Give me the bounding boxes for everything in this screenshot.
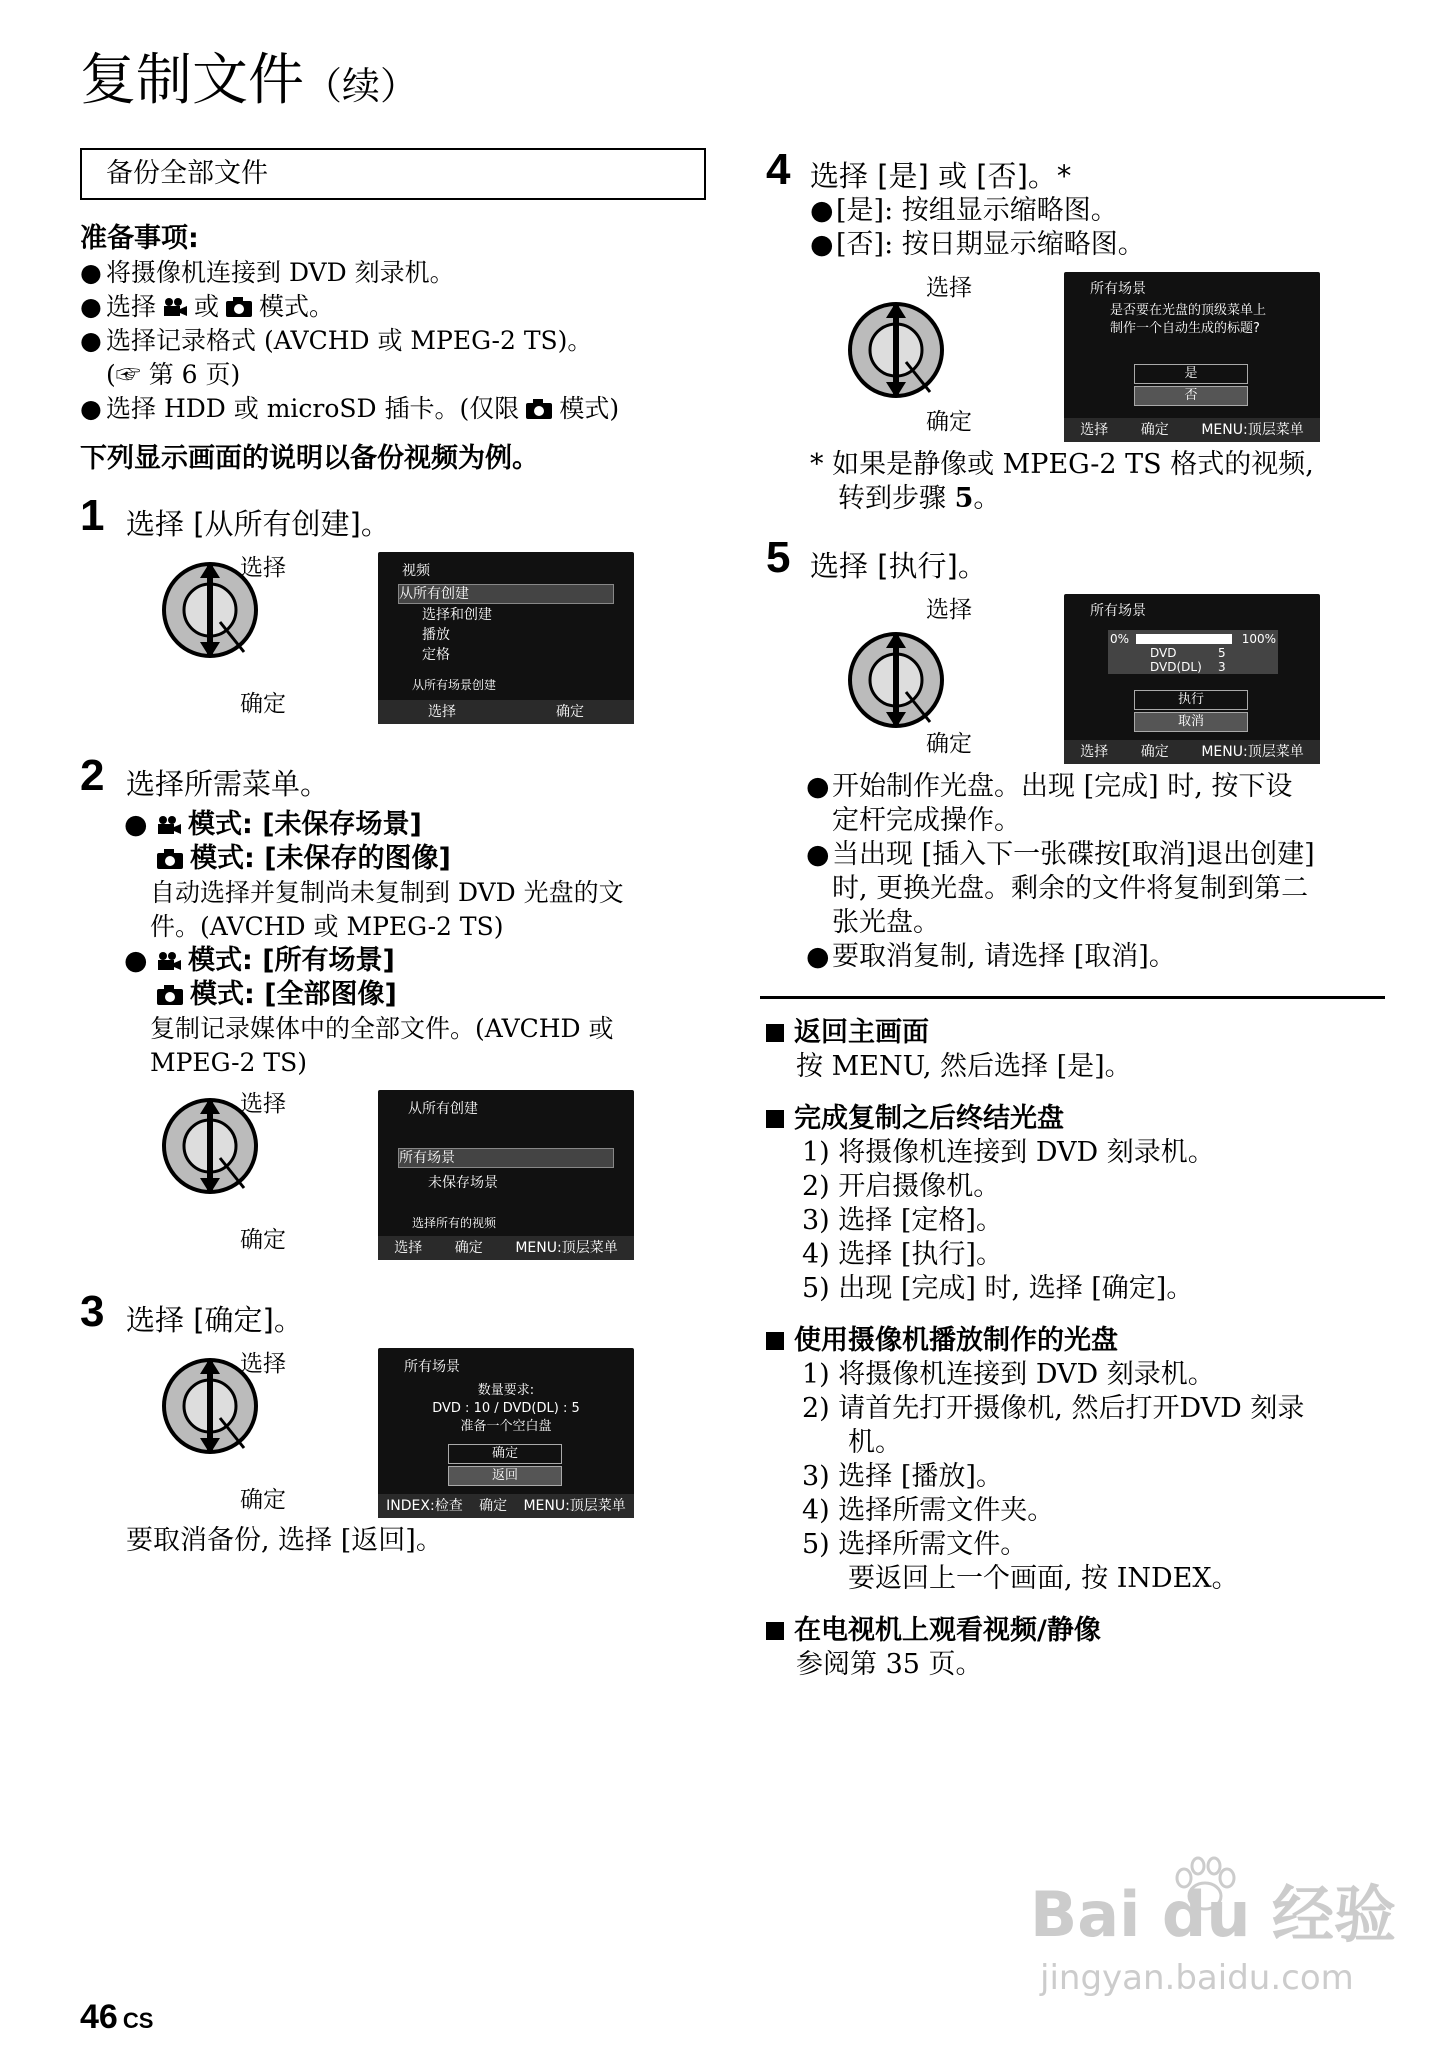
dial-confirm-label: 确定 — [240, 691, 286, 717]
screen-status: 从所有场景创建 — [412, 678, 497, 692]
dial-confirm-label: 确定 — [240, 1227, 286, 1253]
lcd-screen-step2 — [378, 1090, 634, 1260]
lcd-screen-step1 — [378, 552, 634, 724]
back-option[interactable]: 返回 — [448, 1466, 562, 1486]
camera-icon — [225, 296, 253, 318]
progress-panel: 0% 100% DVD 5 DVD(DL) 3 — [1110, 632, 1276, 674]
confirm-option[interactable]: 确定 — [448, 1444, 562, 1464]
square-bullet-icon — [766, 1622, 784, 1640]
prep-list — [80, 256, 720, 426]
section-heading: 返回主画面 — [766, 1016, 1366, 1050]
square-bullet-icon — [766, 1024, 784, 1042]
camera-icon — [156, 984, 184, 1006]
section-heading: 完成复制之后终结光盘 — [766, 1102, 1366, 1136]
step-title: 选择 [从所有创建]。 — [126, 507, 390, 541]
no-option[interactable]: 否 — [1134, 386, 1248, 406]
menu-item-selected[interactable]: 所有场景 — [398, 1148, 614, 1168]
step-title: 选择 [是] 或 [否]。* — [810, 159, 1072, 193]
dial-select-label: 选择 — [240, 555, 286, 581]
dial-confirm-label: 确定 — [926, 409, 972, 435]
section-divider — [760, 996, 1385, 999]
step-number: 3 — [80, 1287, 105, 1336]
square-bullet-icon — [766, 1110, 784, 1128]
dial-select-label: 选择 — [240, 1091, 286, 1117]
baidu-logo-watermark: Bai du 经验 — [1030, 1878, 1397, 1951]
screen-header: 视频 — [402, 563, 430, 579]
step-number: 1 — [80, 491, 105, 540]
step2-options: ● 模式: [未保存场景] 模式: [未保存的图像] 自动选择并复制尚未复制到 DVD 光盘的文 件。(AVCHD 或 MPEG-2 TS) ● 模式: [所有场景] 模式: [全部图像] 复制记录媒体中的全部文件。(AVCHD 或 MPEG-2 TS) — [124, 809, 624, 1077]
step-number: 2 — [80, 751, 105, 800]
screen-header: 从所有创建 — [408, 1101, 478, 1117]
prep-item: ● 选择记录格式 (AVCHD 或 MPEG-2 TS)。 — [80, 326, 593, 355]
screen-header: 所有场景 — [1090, 281, 1146, 297]
section-heading: 在电视机上观看视频/静像 — [766, 1614, 1366, 1648]
menu-item[interactable]: 定格 — [422, 647, 450, 663]
progress-bar — [1136, 634, 1232, 644]
right-sections: 返回主画面 按 MENU, 然后选择 [是]。 完成复制之后终结光盘 1) 将摄像机连接到 DVD 刻录机。 2) 开启摄像机。 3) 选择 [定格]。 4) 选择 [执行]。 5) 出现 [完成] 时, 选择 [确定]。 使用摄像机播放制作的光盘 1) 将摄像机连接到 DVD 刻录机。 2) 请首先打开摄像机, 然后打开DVD 刻录 机。 3) 选择 [播放]。 4) 选择所需文件夹。 5) 选择所需文件。 要返回上一个画面, 按 INDEX。 在电视机上观看视频/静像 参阅第 35 页。 — [766, 1016, 1366, 1682]
step-number: 4 — [766, 145, 791, 194]
yes-option[interactable]: 是 — [1134, 364, 1248, 384]
step-title: 选择 [执行]。 — [810, 549, 987, 583]
menu-item[interactable]: 选择和创建 — [422, 607, 492, 623]
camera-icon — [156, 848, 184, 870]
lcd-screen-step5 — [1064, 594, 1320, 764]
step-title: 选择 [确定]。 — [126, 1303, 303, 1337]
screen-bottom-bar: 选择 确定 MENU:顶层菜单 — [378, 1236, 634, 1260]
screen-bottom-bar: 选择 确定 — [378, 700, 634, 724]
screen-bottom-bar: INDEX:检查 确定 MENU:顶层菜单 — [378, 1494, 634, 1518]
prep-item: ● 将摄像机连接到 DVD 刻录机。 — [80, 258, 455, 287]
prep-heading: 准备事项: — [80, 223, 199, 254]
execute-option[interactable]: 执行 — [1134, 690, 1248, 710]
section-box: 备份全部文件 — [80, 148, 706, 200]
menu-item-selected[interactable]: 从所有创建 — [398, 584, 614, 604]
screen-header: 所有场景 — [404, 1359, 460, 1375]
dial-confirm-label: 确定 — [240, 1487, 286, 1513]
video-camera-icon — [156, 950, 182, 972]
screen-bottom-bar: 选择 确定 MENU:顶层菜单 — [1064, 740, 1320, 764]
control-dial-icon — [846, 300, 946, 420]
menu-item[interactable]: 播放 — [422, 627, 450, 643]
screen-bottom-bar: 选择 确定 MENU:顶层菜单 — [1064, 418, 1320, 442]
dial-confirm-label: 确定 — [926, 731, 972, 757]
watermark-url: jingyan.baidu.com — [1040, 1958, 1354, 1998]
video-camera-icon — [162, 296, 188, 318]
lcd-screen-step3: 所有场景 数量要求: DVD : 10 / DVD(DL) : 5 准备一个空白盘 确定 返回 INDEX:检查 确定 MENU:顶层菜单 — [378, 1348, 634, 1518]
page-number: 46 CS — [80, 1998, 154, 2036]
page-title — [80, 46, 418, 121]
page-title-suffix: （续） — [304, 64, 419, 108]
step5-notes: ●开始制作光盘。出现 [完成] 时, 按下设 定杆完成操作。 ●当出现 [插入下一张碟按[取消]退出创建] 时, 更换光盘。剩余的文件将复制到第二 张光盘。 ●要取消复制, 请选择 [取消]。 — [806, 771, 1315, 972]
dial-select-label: 选择 — [926, 275, 972, 301]
page-title-text: 复制文件 — [80, 48, 304, 113]
prep-item: (☞ 第 6 页) — [106, 360, 241, 389]
step4-options: ●[是]: 按组显示缩略图。 ●[否]: 按日期显示缩略图。 — [810, 195, 1145, 260]
cancel-note: 要取消备份, 选择 [返回]。 — [126, 1525, 443, 1556]
prep-item: ● 选择 HDD 或 microSD 插卡。(仅限 模式) — [80, 394, 620, 423]
prep-note: 下列显示画面的说明以备份视频为例。 — [80, 443, 539, 474]
video-camera-icon — [156, 814, 182, 836]
camera-icon — [525, 398, 553, 420]
step-number: 5 — [766, 533, 791, 582]
cancel-option[interactable]: 取消 — [1134, 712, 1248, 732]
square-bullet-icon — [766, 1332, 784, 1350]
screen-header: 所有场景 — [1090, 603, 1146, 619]
menu-item[interactable]: 未保存场景 — [428, 1175, 498, 1191]
screen-status: 选择所有的视频 — [412, 1216, 497, 1230]
step4-footnote: * 如果是静像或 MPEG-2 TS 格式的视频, 转到步骤 5。 — [810, 449, 1314, 514]
dial-select-label: 选择 — [240, 1351, 286, 1377]
dial-select-label: 选择 — [926, 597, 972, 623]
section-heading: 使用摄像机播放制作的光盘 — [766, 1324, 1366, 1358]
lcd-screen-step4: 所有场景 是否要在光盘的顶级菜单上 制作一个自动生成的标题? 是 否 选择 确定 MENU:顶层菜单 — [1064, 272, 1320, 442]
prep-item: ● 选择 或 模式。 — [80, 292, 335, 321]
step-title: 选择所需菜单。 — [126, 767, 330, 801]
